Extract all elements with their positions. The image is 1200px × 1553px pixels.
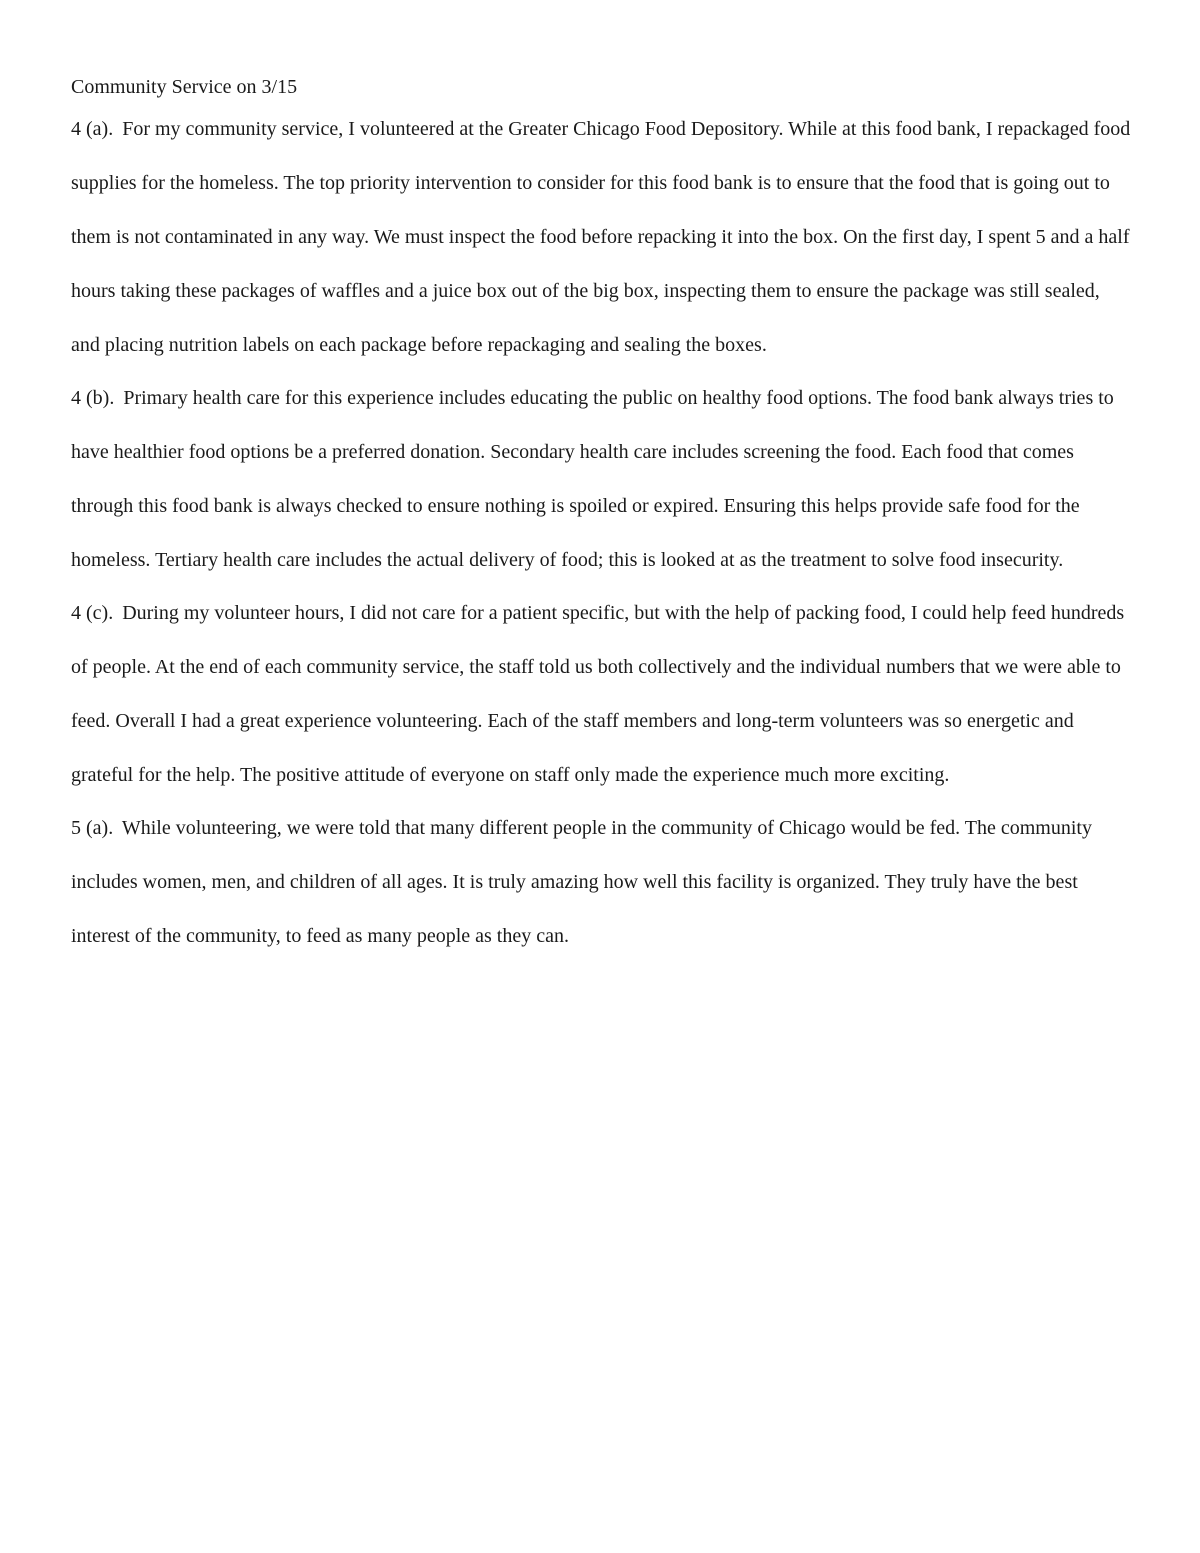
paragraph-4b: [71, 371, 1133, 587]
paragraph-text: During my volunteer hours, I did not care for a patient specific, but with the help of packing food, I could help feed hundreds of people. At the end of each community service, the staff told us both collectively and the individual numbers that we were able to feed. Overall I had a great experience volunteering. Each of the staff members and long-term volunteers was so energetic and grateful for the help. The positive attitude of everyone on staff only made the experience much more exciting.: [71, 602, 1125, 786]
paragraph-4a: [71, 102, 1133, 372]
paragraph-text: For my community service, I volunteered at the Greater Chicago Food Depository. While at this food bank, I repackaged food supplies for the homeless. The top priority intervention to consider for this food bank is to ensure that the food that is going out to them is not contaminated in any way. We must inspect the food before repacking it into the box. On the first day, I spent 5 and a half hours taking these packages of waffles and a juice box out of the big box, inspecting them to ensure the package was still sealed, and placing nutrition labels on each package before repackaging and sealing the boxes.: [71, 118, 1131, 356]
paragraph-text: While volunteering, we were told that many different people in the community of Chicago would be fed. The community includes women, men, and children of all ages. It is truly amazing how well this facility is organized. They truly have the best interest of the community, to feed as many people as they can.: [71, 817, 1092, 947]
paragraph-label: 5 (a).: [71, 817, 114, 839]
paragraph-4c: [71, 586, 1133, 802]
document-body: [71, 72, 1133, 963]
paragraph-label: 4 (b).: [71, 387, 115, 409]
document-title: Community Service on 3/15: [71, 76, 298, 98]
paragraph-label: 4 (c).: [71, 602, 114, 624]
paragraph-5a: [71, 801, 1133, 963]
paragraph-label: 4 (a).: [71, 118, 114, 140]
paragraph-text: Primary health care for this experience includes educating the public on healthy food options. The food bank always tries to have healthier food options be a preferred donation. Secondary health care includes screening the food. Each food that comes through this food bank is always checked to ensure nothing is spoiled or expired. Ensuring this helps provide safe food for the homeless. Tertiary health care includes the actual delivery of food; this is looked at as the treatment to solve food insecurity.: [71, 387, 1114, 571]
